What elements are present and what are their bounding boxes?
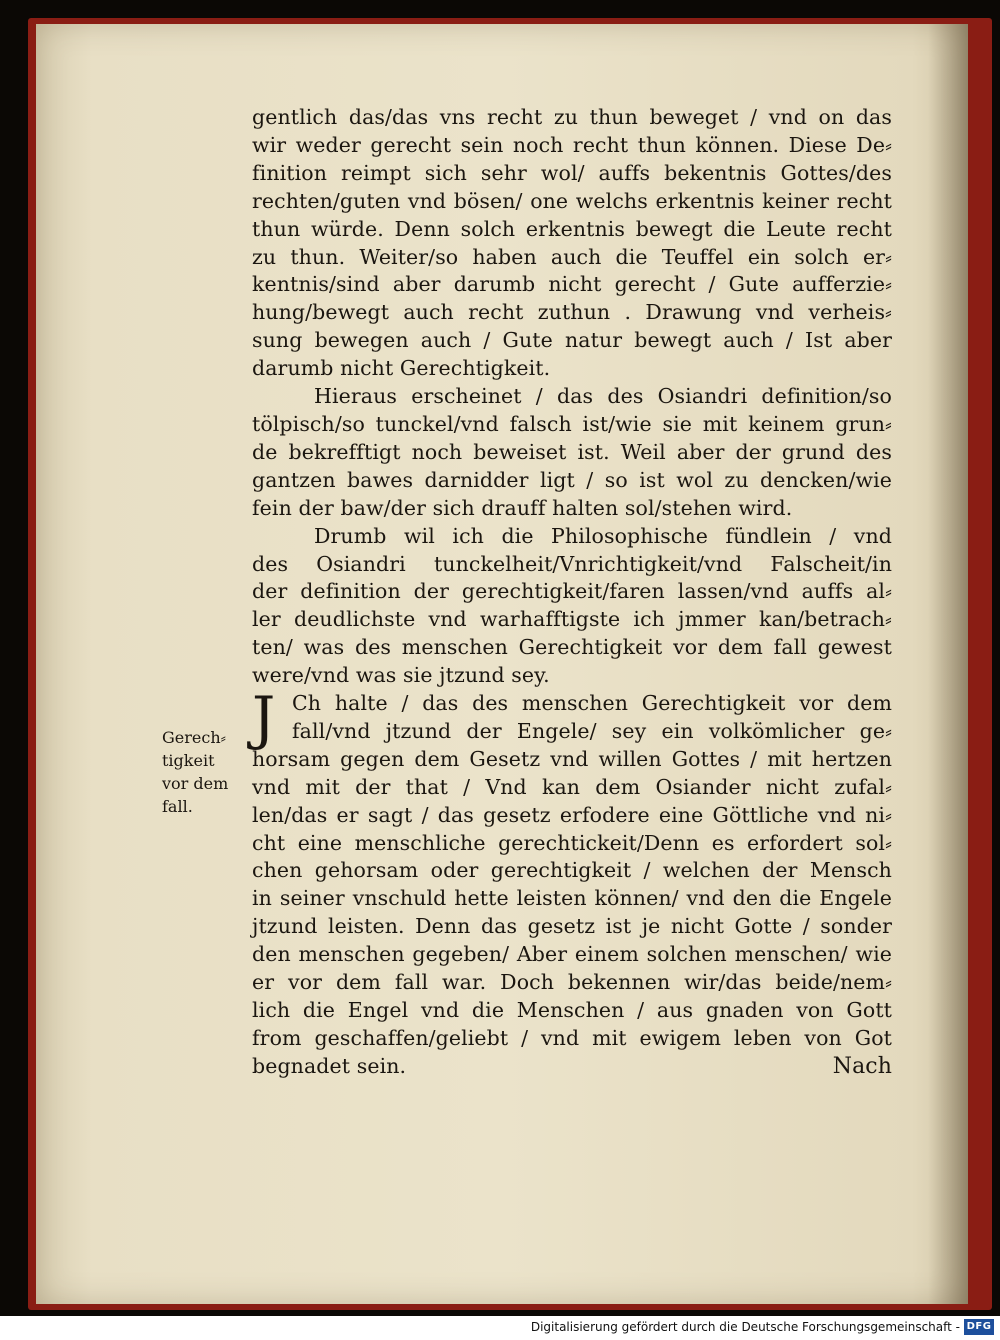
text-line: ler deudlichste vnd warhafftigste ich jmmer kan/betrach⸗ [252,607,892,632]
marginal-note [162,726,248,818]
gutter-shadow [928,24,968,1304]
text-line: fein der baw/der sich drauff halten sol/stehen wird. [252,495,793,520]
catchword: Nach [832,1053,892,1079]
footer-bar [0,1316,1000,1340]
text-line: in seiner vnschuld hette leisten können/ vnd den die Engele [252,886,892,911]
text-line: sung bewegen auch / Gute natur bewegt auch / Ist aber [252,328,892,353]
text-line: zu thun. Weiter/so haben auch die Teuffel ein solch er⸗ [252,244,892,269]
text-line: chen gehorsam oder gerechtigkeit / welchen der Mensch [252,858,892,883]
text-line: kentnis/sind aber darumb nicht gerecht / Gute aufferzie⸗ [252,272,892,297]
text-line: fall/vnd jtzund der Engele/ sey ein volkömlicher ge⸗ [292,718,892,743]
text-line: len/das er sagt / das gesetz erfodere eine Göttliche vnd ni⸗ [252,802,892,827]
text-line: tölpisch/so tunckel/vnd falsch ist/wie sie mit keinem grun⸗ [252,411,892,436]
marginal-note-line: fall. [162,797,193,816]
text-line: des Osiandri tunckelheit/Vnrichtigkeit/vnd Falscheit/in [252,551,892,576]
body-text [252,104,892,1081]
text-line: darumb nicht Gerechtigkeit. [252,356,551,381]
text-line: gantzen bawes darnidder ligt / so ist wol zu dencken/wie [252,467,892,492]
text-line: de bekrefftigt noch beweiset ist. Weil aber der grund des [252,439,892,464]
text-line: jtzund leisten. Denn das gesetz ist je nicht Gotte / sonder [252,914,892,939]
text-line: der definition der gerechtigkeit/faren lassen/vnd auffs al⸗ [252,579,892,604]
marginal-note-line: vor dem [162,774,229,793]
text-line: ten/ was des menschen Gerechtigkeit vor dem fall gewest [252,635,892,660]
text-line: finition reimpt sich sehr wol/ auffs bekentnis Gottes/des [252,160,892,185]
text-line: Drumb wil ich die Philosophische fündlein / vnd [314,523,892,548]
text-line: cht eine menschliche gerechtickeit/Denn es erfordert sol⸗ [252,830,892,855]
text-line: Ch halte / das des menschen Gerechtigkeit vor dem [292,691,892,716]
text-line: lich die Engel vnd die Menschen / aus gnaden von Gott [252,998,892,1022]
text-line: thun würde. Denn solch erkentnis bewegt die Leute recht [252,216,892,241]
text-line: Hieraus erscheinet / das des Osiandri definition/so [314,384,892,409]
initial-paragraph [252,684,892,753]
final-line-row [252,1053,892,1081]
text-line: were/vnd was sie jtzund sey. [252,663,550,688]
text-line: horsam gegen dem Gesetz vnd willen Gottes / mit hertzen [252,746,892,771]
drop-initial: J [252,684,276,753]
marginal-note-line: tigkeit [162,751,215,770]
text-line: den menschen gegeben/ Aber einem solchen menschen/ wie [252,942,892,967]
text-line: gentlich das/das vns recht zu thun beweget / vnd on das [252,105,892,129]
footer-credit: Digitalisierung gefördert durch die Deutsche Forschungsgemeinschaft - [530,1320,960,1334]
text-line: er vor dem fall war. Doch bekennen wir/das beide/nem⸗ [252,970,892,995]
text-line: vnd mit der that / Vnd kan dem Osiander nicht zufal⸗ [252,774,892,799]
text-line: begnadet sein. [252,1053,407,1078]
text-line: from geschaffen/geliebt / vnd mit ewigem leben von Got [252,1025,892,1050]
dfg-logo-icon: DFG [964,1319,994,1335]
text-line: hung/bewegt auch recht zuthun . Drawung vnd verheis⸗ [252,300,892,325]
marginal-note-line: Gerech⸗ [162,728,226,747]
text-line: wir weder gerecht sein noch recht thun können. Diese De⸗ [252,132,892,157]
text-line: rechten/guten vnd bösen/ one welchs erkentnis keiner recht [252,188,892,213]
